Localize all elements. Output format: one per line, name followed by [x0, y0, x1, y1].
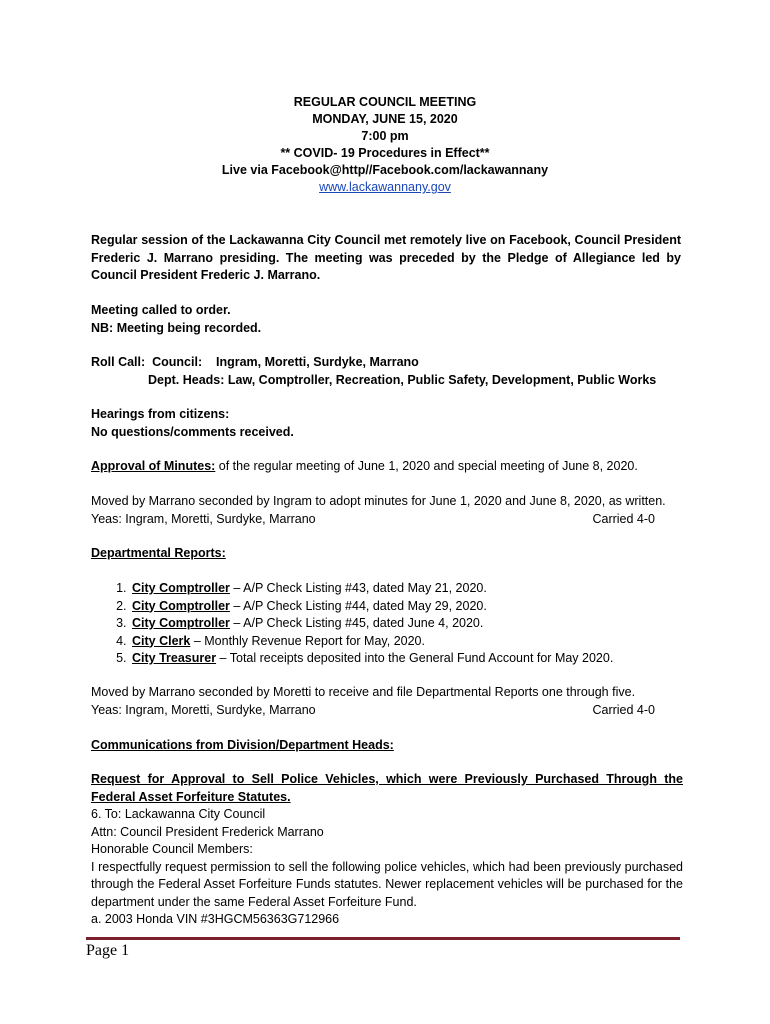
report-item: 4. City Clerk – Monthly Revenue Report for May, 2020.: [130, 633, 681, 651]
reports-motion: Moved by Marrano seconded by Moretti to receive and file Departmental Reports one through five.: [91, 685, 636, 699]
report-item: 5. City Treasurer – Total receipts deposited into the General Fund Account for May 2020.: [130, 650, 681, 668]
reports-title: Departmental Reports:: [91, 546, 226, 560]
reports-yeas: Yeas: Ingram, Moretti, Surdyke, Marrano: [91, 702, 316, 717]
header-title: REGULAR COUNCIL MEETING: [293, 95, 477, 109]
request-attn: Attn: Council President Frederick Marrano: [91, 824, 324, 839]
minutes-motion-block: [91, 493, 683, 528]
reports-motion-block: [91, 684, 683, 719]
header-time: 7:00 pm: [361, 129, 409, 143]
request-to: 6. To: Lackawanna City Council: [91, 807, 266, 821]
website-link[interactable]: www.lackawannany.gov: [319, 180, 451, 194]
intro-paragraph: Regular session of the Lackawanna City Council met remotely live on Facebook, Council President Frederic J. Marrano presiding. The meeting was preceded by the Pledge of Allegiance led by Council President Frederic J. Marrano.: [91, 233, 681, 282]
page-number: Page 1: [86, 942, 130, 959]
reports-list: [91, 580, 681, 668]
minutes-result: Carried 4-0: [592, 511, 655, 526]
hearings-title: Hearings from citizens:: [91, 407, 230, 421]
report-item: 3. City Comptroller – A/P Check Listing #45, dated June 4, 2020.: [130, 615, 681, 633]
meeting-order: [91, 302, 681, 337]
report-item: 1. City Comptroller – A/P Check Listing #43, dated May 21, 2020.: [130, 580, 681, 598]
header-facebook: Live via Facebook@http//Facebook.com/lackawannany: [221, 163, 549, 177]
recording-note: NB: Meeting being recorded.: [91, 320, 262, 335]
footer-rule: [86, 937, 680, 940]
hearings-text: No questions/comments received.: [91, 424, 294, 439]
request-salutation: Honorable Council Members:: [91, 842, 253, 856]
header-date: MONDAY, JUNE 15, 2020: [312, 112, 458, 126]
minutes-label: Approval of Minutes:: [91, 459, 216, 473]
request-body: I respectfully request permission to sell the following police vehicles, which had been previously purchased through the Federal Asset Forfeiture Funds statutes. Newer replacement vehicles will be purchased for the department under the same Federal Asset Forfeiture Fund.: [91, 859, 683, 909]
meeting-header: [0, 94, 770, 196]
minutes-motion: Moved by Marrano seconded by Ingram to adopt minutes for June 1, 2020 and June 8, 2020, as written.: [91, 494, 666, 508]
called-to-order: Meeting called to order.: [91, 303, 231, 317]
minutes-approval: [91, 458, 681, 476]
vehicle-item-a: a. 2003 Honda VIN #3HGCM56363G712966: [91, 912, 340, 926]
minutes-text: of the regular meeting of June 1, 2020 and special meeting of June 8, 2020.: [215, 459, 638, 473]
communications-block: [91, 771, 683, 929]
hearings-section: [91, 406, 681, 441]
header-covid-note: ** COVID- 19 Procedures in Effect**: [280, 146, 490, 160]
reports-result: Carried 4-0: [592, 702, 655, 717]
communications-title: Communications from Division/Department Heads:: [91, 738, 394, 752]
reports-list-block: [91, 580, 681, 668]
roll-call-dept-heads: Dept. Heads: Law, Comptroller, Recreation, Public Safety, Development, Public Works: [148, 372, 657, 387]
minutes-yeas: Yeas: Ingram, Moretti, Surdyke, Marrano: [91, 511, 316, 526]
roll-call: [91, 354, 691, 389]
roll-call-council: Roll Call: Council: Ingram, Moretti, Surdyke, Marrano: [91, 355, 419, 369]
report-item: 2. City Comptroller – A/P Check Listing #44, dated May 29, 2020.: [130, 598, 681, 616]
request-title: Request for Approval to Sell Police Vehicles, which were Previously Purchased Through the Federal Asset Forfeiture Statutes.: [91, 772, 683, 804]
